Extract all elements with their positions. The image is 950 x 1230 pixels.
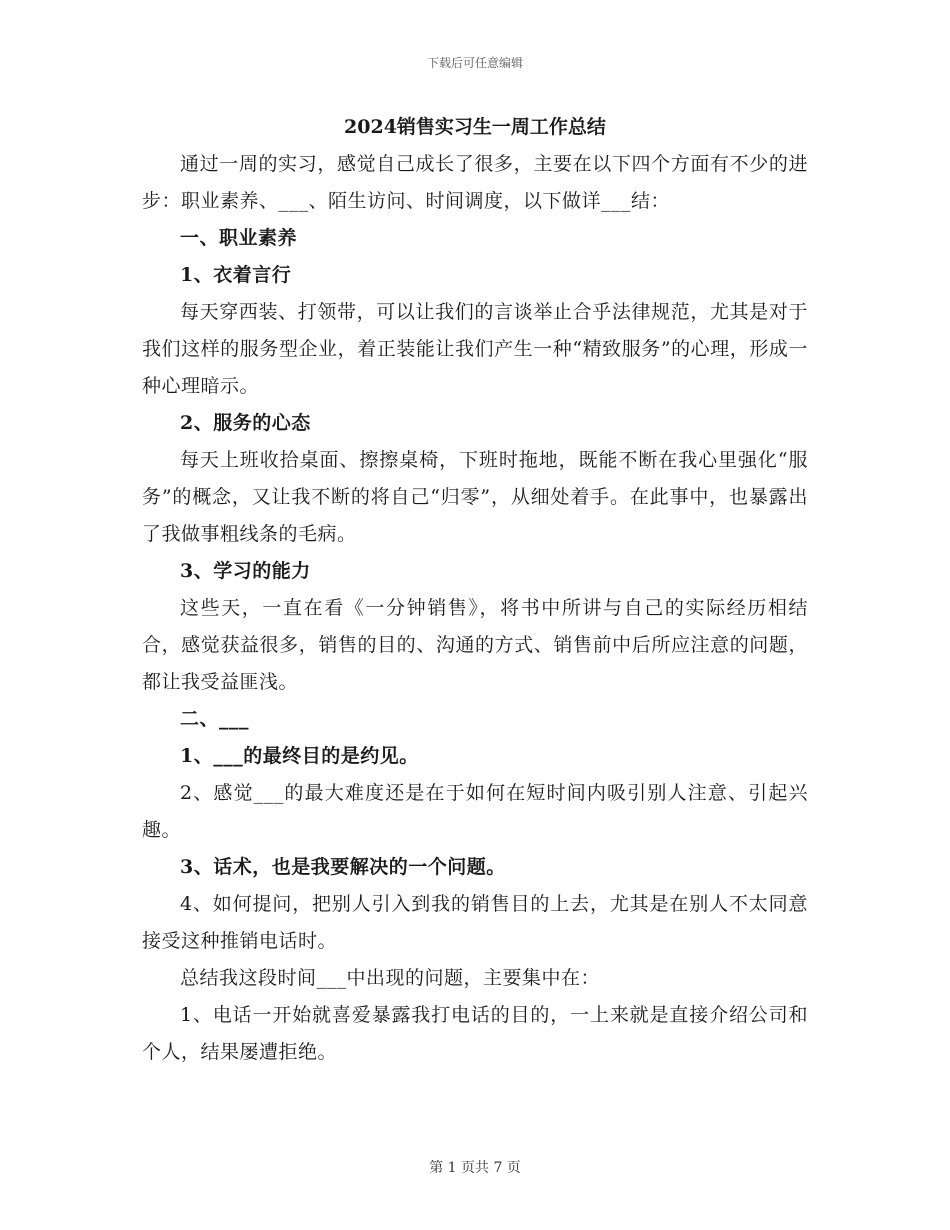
section-heading-two: 二、___ [180,708,250,730]
intro-paragraph: 通过一周的实习，感觉自己成长了很多，主要在以下四个方面有不少的进步：职业素养、___、陌生访问、时间调度，以下做详___结： [142,153,808,212]
document-body [142,108,808,1071]
summary-intro: 总结我这段时间___中出现的问题，主要集中在： [180,967,601,989]
paragraph-learning-ability: 这些天，一直在看《一分钟销售》，将书中所讲与自己的实际经历相结合，感觉获益很多，销售的目的、沟通的方式、销售前中后所应注意的问题，都让我受益匪浅。 [142,597,808,693]
subheading-service-attitude: 2、服务的心态 [180,412,311,434]
paragraph-service-attitude: 每天上班收拾桌面、擦擦桌椅，下班时拖地，既能不断在我心里强化“服务”的概念，又让我不断的将自己“归零”，从细处着手。在此事中，也暴露出了我做事粗线条的毛病。 [142,449,808,545]
page-footer: 第 1 页共 7 页 [429,1160,521,1176]
item-questioning: 4、如何提问，把别人引入到我的销售目的上去，尤其是在别人不太同意接受这种推销电话时。 [142,893,808,952]
section-heading-professionalism: 一、职业素养 [180,227,298,249]
item-difficulty: 2、感觉___的最大难度还是在于如何在短时间内吸引别人注意、引起兴趣。 [142,782,808,841]
item-goal-appointment: 1、___的最终目的是约见。 [180,745,419,767]
summary-item-one: 1、电话一开始就喜爱暴露我打电话的目的，一上来就是直接介绍公司和个人，结果屡遭拒绝。 [142,1004,808,1063]
page-header: 下载后可任意编辑 [426,56,523,70]
paragraph-attire: 每天穿西装、打领带，可以让我们的言谈举止合乎法律规范，尤其是对于我们这样的服务型企业，着正装能让我们产生一种“精致服务”的心理，形成一种心理暗示。 [142,301,808,397]
subheading-attire: 1、衣着言行 [180,264,292,286]
document-title: 2024销售实习生一周工作总结 [344,116,606,138]
subheading-learning-ability: 3、学习的能力 [180,560,311,582]
item-scripting: 3、话术，也是我要解决的一个问题。 [180,856,506,878]
